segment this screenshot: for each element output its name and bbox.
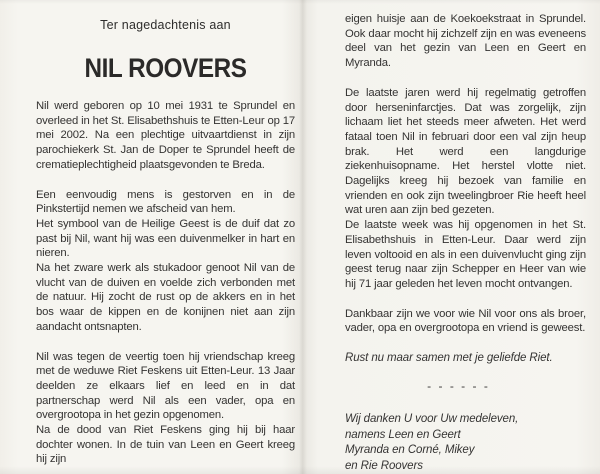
acknowledgement-line: namens Leen en Geert [345, 428, 461, 441]
acknowledgement-line: Myranda en Corné, Mikey [345, 444, 475, 457]
farewell-line: Rust nu maar samen met je geliefde Riet. [345, 352, 553, 365]
center-fold-shadow [299, 0, 307, 474]
memorial-text-paragraph: Nil werd geboren op 10 mei 1931 te Sprundel en overleed in het St. Elisabethshuis te Etten-Leur op 17 mei 2002. Na een plechtige uitvaartdienst in zijn parochiekerk St. Jan de Doper te Sprundel heeft de crematieplechtigheid plaatsgevonden te Breda. [36, 100, 295, 171]
memorial-text-paragraph: Dankbaar zijn we voor wie Nil voor ons als broer, vader, opa en overgrootopa en vriend is geweest. [345, 307, 586, 335]
left-page [36, 14, 295, 467]
memorial-text-paragraph: Nil was tegen de veertig toen hij vriendschap kreeg met de weduwe Riet Feskens uit Etten-Leur. 13 Jaar deelden ze elkaars lief en leed en in dat partnerschap werd Nil als een vader, opa en overgrootopa in het gezin opgenomen. [36, 350, 295, 422]
right-page [345, 12, 586, 474]
left-page-text [36, 99, 295, 467]
memorial-text-paragraph: De laatste jaren werd hij regelmatig getroffen door herseninfarctjes. Dat was zorgelijk, zijn lichaam liet het steeds meer afweten. Het werd fataal toen Nil in februari door een val zijn heup brak. Het werd een langdurige ziekenhuisopname. Het herstel vlotte niet. Dagelijks kreeg hij bezoek van familie en vrienden en ook zijn tweelingbroer Rie heeft heel wat uren aan zijn bed gezeten. [345, 86, 586, 217]
memorial-text-paragraph: De laatste week was hij opgenomen in het St. Elisabethshuis in Etten-Leur. Daar werd zijn leven voltooid en als in een duivenvlucht ging zijn geest terug naar zijn Schepper en Heer van wie hij 71 jaar geleden het leven mocht ontvangen. [345, 219, 586, 290]
memorial-text-paragraph: Na het zware werk als stukadoor genoot Nil van de vlucht van de duiven en voelde zich verbonden met de natuur. Hij zocht de rust op de akkers en in het bos waar de kippen en de konijnen niet aan zijn aandacht ontsnapten. [36, 262, 295, 333]
acknowledgement-line: Wij danken U voor Uw medeleven, [345, 413, 519, 426]
memorial-text-paragraph: Een eenvoudig mens is gestorven en in de Pinkstertijd nemen we afscheid van hem. [36, 188, 295, 216]
memorial-text-paragraph: Het symbool van de Heilige Geest is de duif dat zo past bij Nil, want hij was een duivenmelker in hart en nieren. [36, 217, 295, 260]
dedication-line: Ter nagedachtenis aan [100, 18, 231, 32]
acknowledgement-block [345, 412, 586, 474]
section-divider: - - - - - - [427, 379, 490, 394]
deceased-name: NIL ROOVERS [84, 53, 247, 83]
memorial-text-paragraph: eigen huisje aan de Koekoekstraat in Sprundel. Ook daar mocht hij zichzelf zijn en was eveneens deel van het gezin van Leen en Geert en Myranda. [345, 13, 586, 70]
memorial-text-paragraph: Na de dood van Riet Feskens ging hij bij haar dochter wonen. In de tuin van Leen en Geert kreeg hij zijn [36, 424, 295, 466]
acknowledgement-line: en Rie Roovers [345, 459, 423, 472]
right-page-text [345, 12, 586, 336]
